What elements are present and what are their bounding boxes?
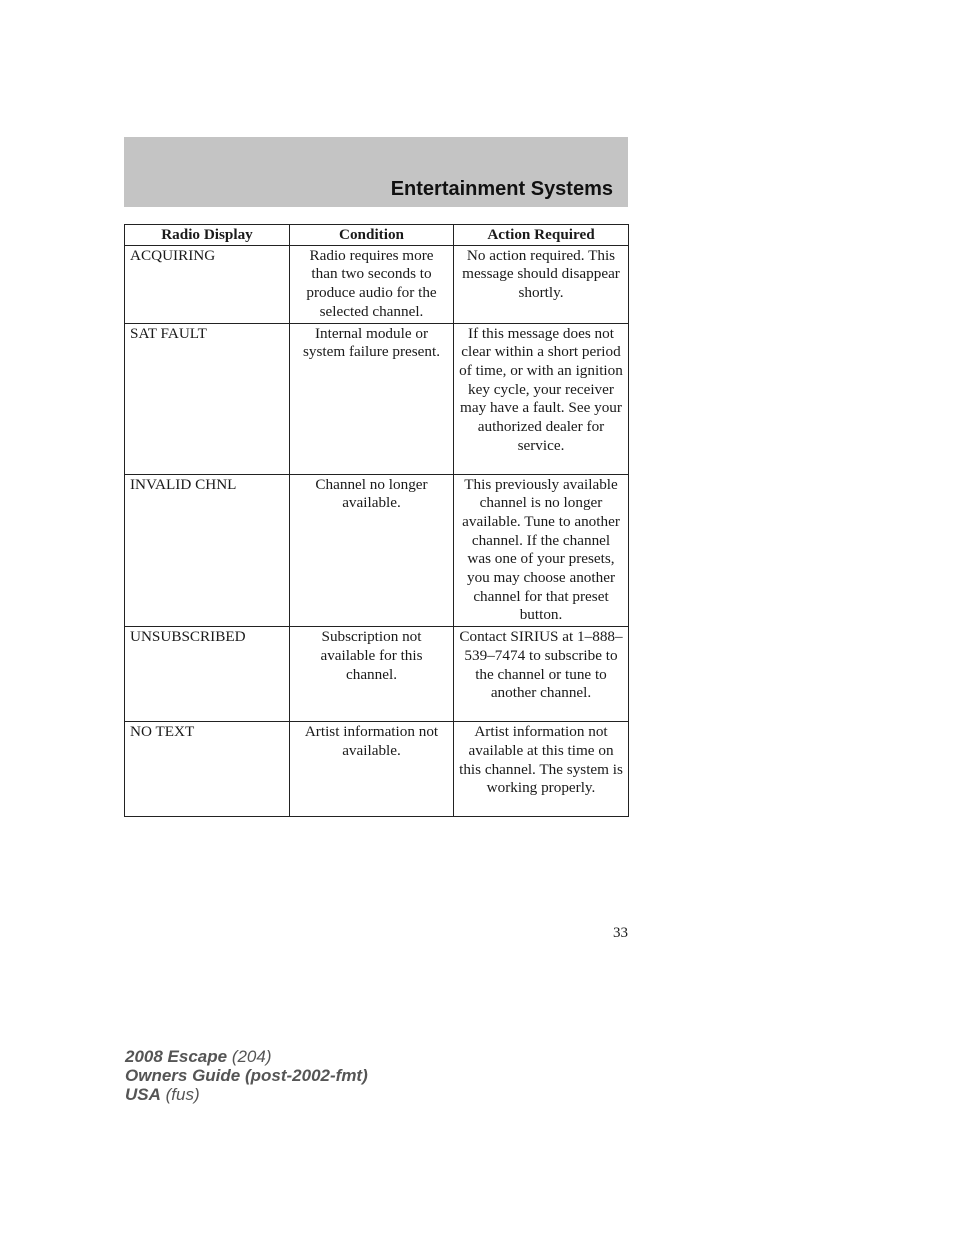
footer-model-name: 2008 Escape (125, 1047, 228, 1066)
action-required-cell: If this message does not clear within a short period of time, or with an ignition key cycle, your receiver may have a fault. See your authorized dealer for service. (454, 323, 629, 474)
action-required-cell: Artist information not available at this time on this channel. The system is working properly. (454, 722, 629, 817)
document-footer (125, 1047, 368, 1104)
table-row (125, 245, 629, 323)
footer-market-code: (fus) (160, 1085, 200, 1104)
table-row (125, 722, 629, 817)
table-row (125, 627, 629, 722)
action-required-cell: This previously available channel is no longer available. Tune to another channel. If the channel was one of your presets, you may choose another channel for that preset button. (454, 474, 629, 627)
radio-display-cell: INVALID CHNL (125, 474, 290, 627)
section-header-band (124, 137, 628, 207)
action-required-cell: No action required. This message should disappear shortly. (454, 245, 629, 323)
table-header-row (125, 225, 629, 246)
footer-line-model (125, 1047, 368, 1066)
table-row (125, 323, 629, 474)
footer-model-code: (204) (227, 1047, 272, 1066)
radio-display-cell: NO TEXT (125, 722, 290, 817)
condition-cell: Subscription not available for this channel. (290, 627, 454, 722)
footer-guide-name: Owners Guide (post-2002-fmt) (125, 1066, 368, 1085)
page-number: 33 (613, 925, 628, 941)
condition-cell: Radio requires more than two seconds to produce audio for the selected channel. (290, 245, 454, 323)
radio-display-cell: SAT FAULT (125, 323, 290, 474)
column-header-condition: Condition (290, 225, 454, 246)
radio-display-table (124, 224, 629, 817)
footer-line-market (125, 1085, 368, 1104)
condition-cell: Internal module or system failure present. (290, 323, 454, 474)
radio-display-cell: ACQUIRING (125, 245, 290, 323)
column-header-radio-display: Radio Display (125, 225, 290, 246)
footer-market-name: USA (125, 1085, 161, 1104)
column-header-action-required: Action Required (454, 225, 629, 246)
section-title: Entertainment Systems (390, 178, 613, 200)
radio-display-cell: UNSUBSCRIBED (125, 627, 290, 722)
table-row (125, 474, 629, 627)
footer-line-guide (125, 1066, 368, 1085)
condition-cell: Artist information not available. (290, 722, 454, 817)
condition-cell: Channel no longer available. (290, 474, 454, 627)
action-required-cell: Contact SIRIUS at 1–888–539–7474 to subscribe to the channel or tune to another channel. (454, 627, 629, 722)
